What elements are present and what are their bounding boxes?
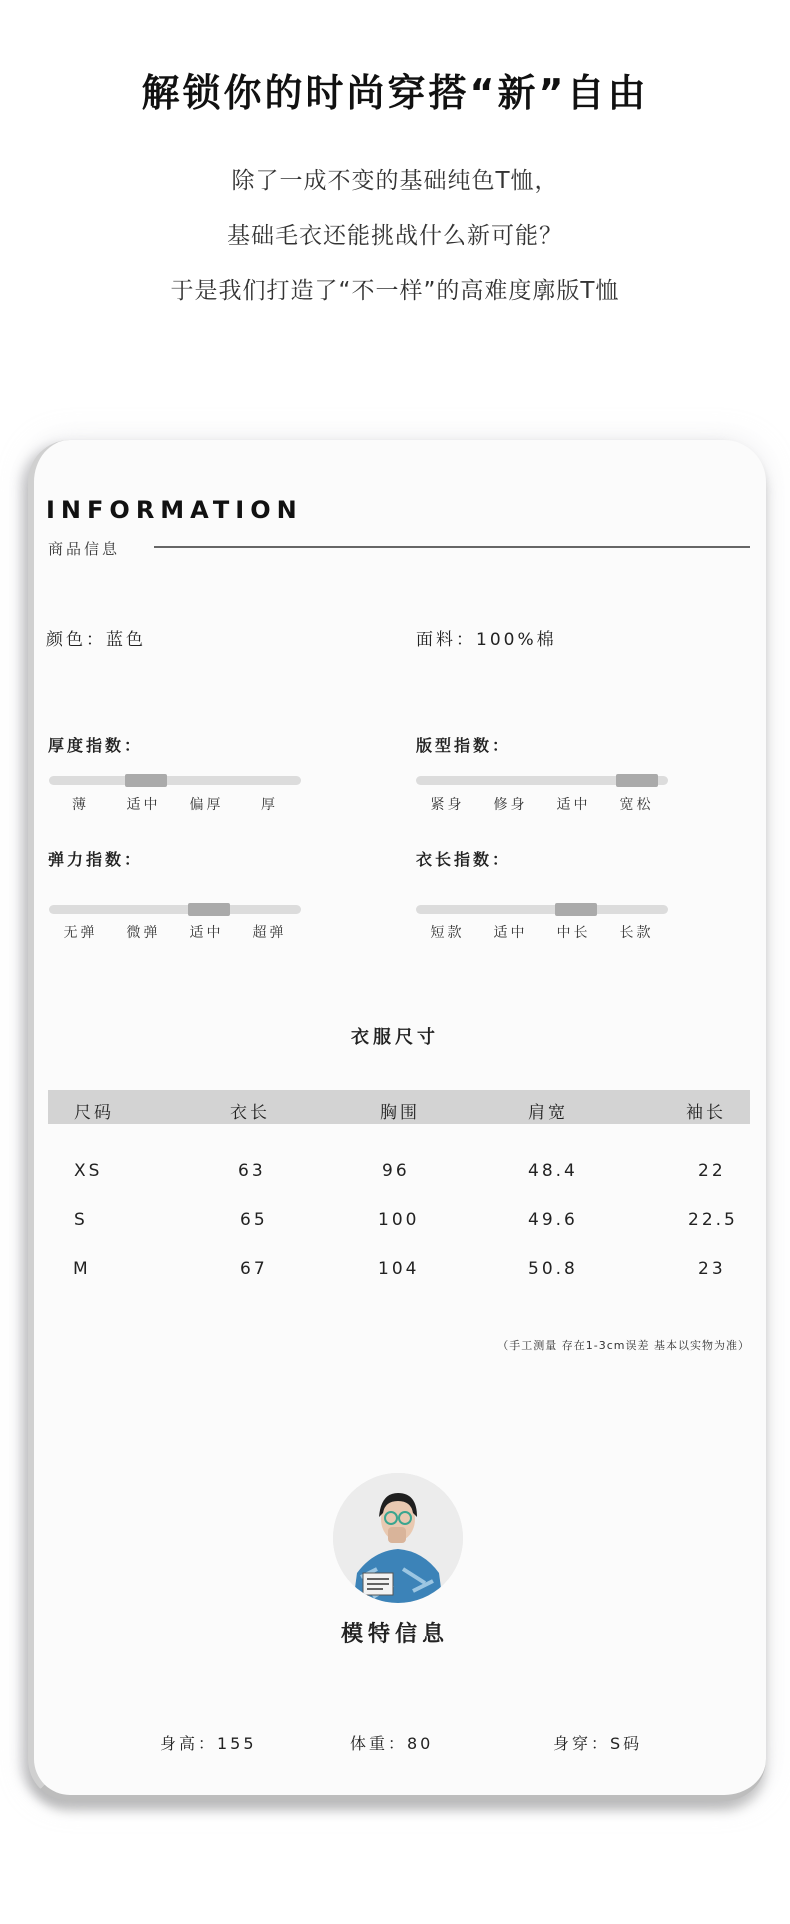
header-length: 衣长 bbox=[230, 1103, 270, 1123]
header-shoulder: 肩宽 bbox=[528, 1103, 568, 1123]
table-cell: 48.4 bbox=[528, 1161, 578, 1181]
color-attribute: 颜色：蓝色 bbox=[46, 630, 146, 650]
elasticity-ticks bbox=[49, 922, 301, 942]
tick-label: 宽松 bbox=[619, 797, 654, 813]
length-index-label: 衣长指数： bbox=[416, 850, 512, 869]
table-cell: 50.8 bbox=[528, 1259, 578, 1279]
table-cell: 23 bbox=[698, 1259, 726, 1279]
model-wear-size: 身穿：S码 bbox=[553, 1734, 643, 1753]
tick-label: 适中 bbox=[126, 797, 161, 813]
intro-line-3: 于是我们打造了“不一样”的高难度廓版T恤 bbox=[170, 278, 620, 304]
header-chest: 胸围 bbox=[380, 1103, 420, 1123]
model-photo bbox=[333, 1473, 463, 1603]
tick-label: 短款 bbox=[430, 925, 465, 941]
tick-label: 微弹 bbox=[126, 925, 161, 941]
measurement-note: （手工测量 存在1-3cm误差 基本以实物为准） bbox=[497, 1339, 750, 1352]
tick-label: 适中 bbox=[189, 925, 224, 941]
table-cell: 100 bbox=[378, 1210, 420, 1230]
tick-label: 紧身 bbox=[430, 797, 465, 813]
table-cell: M bbox=[73, 1259, 91, 1279]
model-info-title: 模特信息 bbox=[340, 1622, 449, 1647]
table-cell: 49.6 bbox=[528, 1210, 578, 1230]
thickness-index-label: 厚度指数： bbox=[48, 736, 144, 755]
information-heading: INFORMATION bbox=[46, 496, 303, 524]
tick-label: 修身 bbox=[493, 797, 528, 813]
intro-line-1: 除了一成不变的基础纯色T恤， bbox=[231, 168, 559, 194]
tick-label: 厚 bbox=[261, 797, 278, 813]
header-sleeve: 袖长 bbox=[686, 1103, 726, 1123]
tick-label: 薄 bbox=[72, 797, 89, 813]
product-info-subtitle: 商品信息 bbox=[48, 540, 121, 558]
tick-label: 中长 bbox=[556, 925, 591, 941]
table-cell: S bbox=[74, 1210, 88, 1230]
tick-label: 超弹 bbox=[252, 925, 287, 941]
table-cell: 67 bbox=[240, 1259, 268, 1279]
length-slider bbox=[416, 905, 668, 914]
model-height: 身高：155 bbox=[160, 1734, 257, 1753]
fabric-attribute: 面料：100%棉 bbox=[416, 630, 557, 650]
length-slider-thumb bbox=[555, 903, 597, 916]
tick-label: 长款 bbox=[619, 925, 654, 941]
table-cell: XS bbox=[74, 1161, 103, 1181]
header-size: 尺码 bbox=[74, 1103, 114, 1123]
elasticity-slider-thumb bbox=[188, 903, 230, 916]
thickness-slider-thumb bbox=[125, 774, 167, 787]
model-weight: 体重：80 bbox=[350, 1734, 434, 1753]
fit-ticks bbox=[416, 794, 668, 814]
tick-label: 适中 bbox=[493, 925, 528, 941]
intro-line-2: 基础毛衣还能挑战什么新可能？ bbox=[227, 223, 563, 249]
tick-label: 无弹 bbox=[63, 925, 98, 941]
thickness-ticks bbox=[49, 794, 301, 814]
elasticity-slider bbox=[49, 905, 301, 914]
table-cell: 22 bbox=[698, 1161, 726, 1181]
model-avatar bbox=[333, 1473, 463, 1603]
heading-divider bbox=[154, 546, 750, 548]
table-cell: 65 bbox=[240, 1210, 268, 1230]
length-ticks bbox=[416, 922, 668, 942]
table-cell: 104 bbox=[378, 1259, 420, 1279]
tick-label: 偏厚 bbox=[189, 797, 224, 813]
thickness-slider bbox=[49, 776, 301, 785]
table-cell: 96 bbox=[382, 1161, 410, 1181]
elasticity-index-label: 弹力指数： bbox=[48, 850, 144, 869]
fit-index-label: 版型指数： bbox=[416, 736, 512, 755]
table-cell: 63 bbox=[238, 1161, 266, 1181]
size-table-title: 衣服尺寸 bbox=[351, 1027, 439, 1048]
page-title: 解锁你的时尚穿搭“新”自由 bbox=[141, 71, 649, 115]
tick-label: 适中 bbox=[556, 797, 591, 813]
table-cell: 22.5 bbox=[688, 1210, 738, 1230]
fit-slider-thumb bbox=[616, 774, 658, 787]
fit-slider bbox=[416, 776, 668, 785]
